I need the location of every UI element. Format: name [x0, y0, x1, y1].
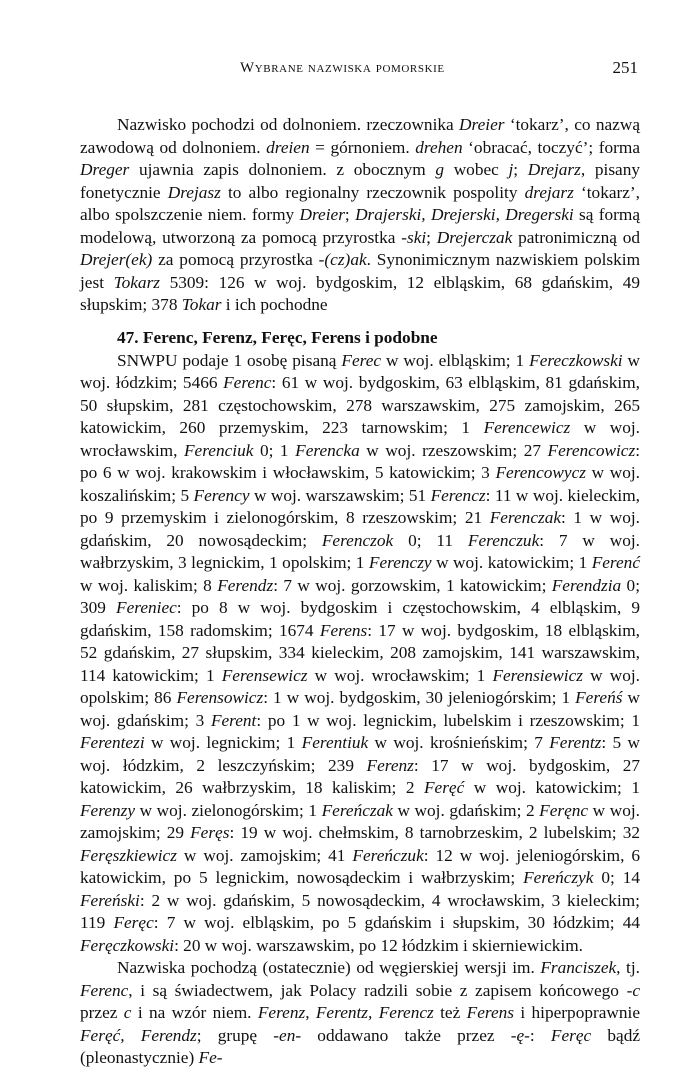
page-number: 251: [612, 58, 638, 77]
paragraph-dreier-etymology: Nazwisko pochodzi od dolnoniem. rzeczownika Dreier ‘tokarz’, co nazwą zawodową od dolnoniem. dreien = górnoniem. drehen ‘obracać, toczyć’; forma Dreger ujawnia zapis dolnoniem. z obocznym g wobec j; Drejarz, pisany fonetycznie Drejasz to albo regionalny rzeczownik pospolity drejarz ‘tokarz’, albo spolszczenie niem. formy Dreier; Drajerski, Drejerski, Dregerski są formą modelową, utworzoną za pomocą przyrostka -ski; Drejerczak patronimiczną od Drejer(ek) za pomocą przyrostka -(cz)ak. Synonimicznym nazwiskiem polskim jest Tokarz 5309: 126 w woj. bydgoskim, 12 elbląskim, 68 gdańskim, 49 słupskim; 378 Tokar i ich pochodne: [80, 115, 641, 314]
running-title: Wybrane nazwiska pomorskie: [240, 60, 445, 76]
paragraph-ferenc-etymology: Nazwiska pochodzą (ostatecznie) od węgierskiej wersji im. Franciszek, tj. Ferenc, i są świadectwem, jak Polacy radzili sobie z zapisem końcowego -c przez c i na wzór niem. Ferenz, Ferentz, Ferencz też Ferens i hiperpoprawnie Feręć, Ferendz; grupę -en- oddawano także przez -ę-: Feręc bądź (pleonastycznie) Fe-: [80, 958, 641, 1067]
page-header: [0, 58, 694, 82]
section-heading: 47. Ferenc, Ferenz, Feręc, Ferens i podobne: [117, 327, 438, 347]
body-text: [80, 114, 640, 1070]
paragraph-ferenc-statistics: SNWPU podaje 1 osobę pisaną Ferec w woj. elbląskim; 1 Fereczkowski w woj. łódzkim; 5466 Ferenc: 61 w woj. bydgoskim, 63 elbląskim, 81 gdańskim, 50 słupskim, 281 częstochowskim, 278 warszawskim, 275 zamojskim, 265 katowickim, 260 przemyskim, 223 tarnowskim; 1 Ferencewicz w woj. wrocławskim, Ferenciuk 0; 1 Ferencka w woj. rzeszowskim; 27 Ferencowicz: po 6 w woj. krakowskim i włocławskim, 5 katowickim; 3 Ferencowycz w woj. koszalińskim; 5 Ferency w woj. warszawskim; 51 Ferencz: 11 w woj. kieleckim, po 9 przemyskim i zielonogórskim, 8 rzeszowskim; 21 Ferenczak: 1 w woj. gdańskim, 20 nowosądeckim; Ferenczok 0; 11 Ferenczuk: 7 w woj. wałbrzyskim, 3 legnickim, 1 opolskim; 1 Ferenczy w woj. katowickim; 1 Ferenć w woj. kaliskim; 8 Ferendz: 7 w woj. gorzowskim, 1 katowickim; Ferendzia 0; 309 Fereniec: po 8 w woj. bydgoskim i częstochowskim, 4 elbląskim, 9 gdańskim, 158 radomskim; 1674 Ferens: 17 w woj. bydgoskim, 18 elbląskim, 52 gdańskim, 27 słupskim, 334 kieleckim, 208 zamojskim, 141 warszawskim, 114 katowickim; 1 Ferensewicz w woj. wrocławskim; 1 Ferensiewicz w woj. opolskim; 86 Ferensowicz: 1 w woj. bydgoskim, 30 jeleniogórskim; 1 Fereńś w woj. gdańskim; 3 Ferent: po 1 w woj. legnickim, lubelskim i rzeszowskim; 1 Ferentezi w woj. legnickim; 1 Ferentiuk w woj. krośnieńskim; 7 Ferentz: 5 w woj. łódzkim, 2 leszczyńskim; 239 Ferenz: 17 w woj. bydgoskim, 27 katowickim, 26 wałbrzyskim, 18 kaliskim; 2 Feręć w woj. katowickim; 1 Ferenzy w woj. zielonogórskim; 1 Fereńczak w woj. gdańskim; 2 Feręnc w woj. zamojskim; 29 Feręs: 19 w woj. chełmskim, 8 tarnobrzeskim, 2 lubelskim; 32 Feręszkiewicz w woj. zamojskim; 41 Fereńczuk: 12 w woj. jeleniogórskim, 6 katowickim, po 5 legnickim, nowosądeckim i wałbrzyskim; Fereńczyk 0; 14 Fereński: 2 w woj. gdańskim, 5 nowosądeckim, 4 wrocławskim, 3 kieleckim; 119 Feręc: 7 w woj. elbląskim, po 5 gdańskim i słupskim, 30 łódzkim; 44 Feręczkowski: 20 w woj. warszawskim, po 12 łódzkim i skierniewickim.: [80, 350, 641, 955]
